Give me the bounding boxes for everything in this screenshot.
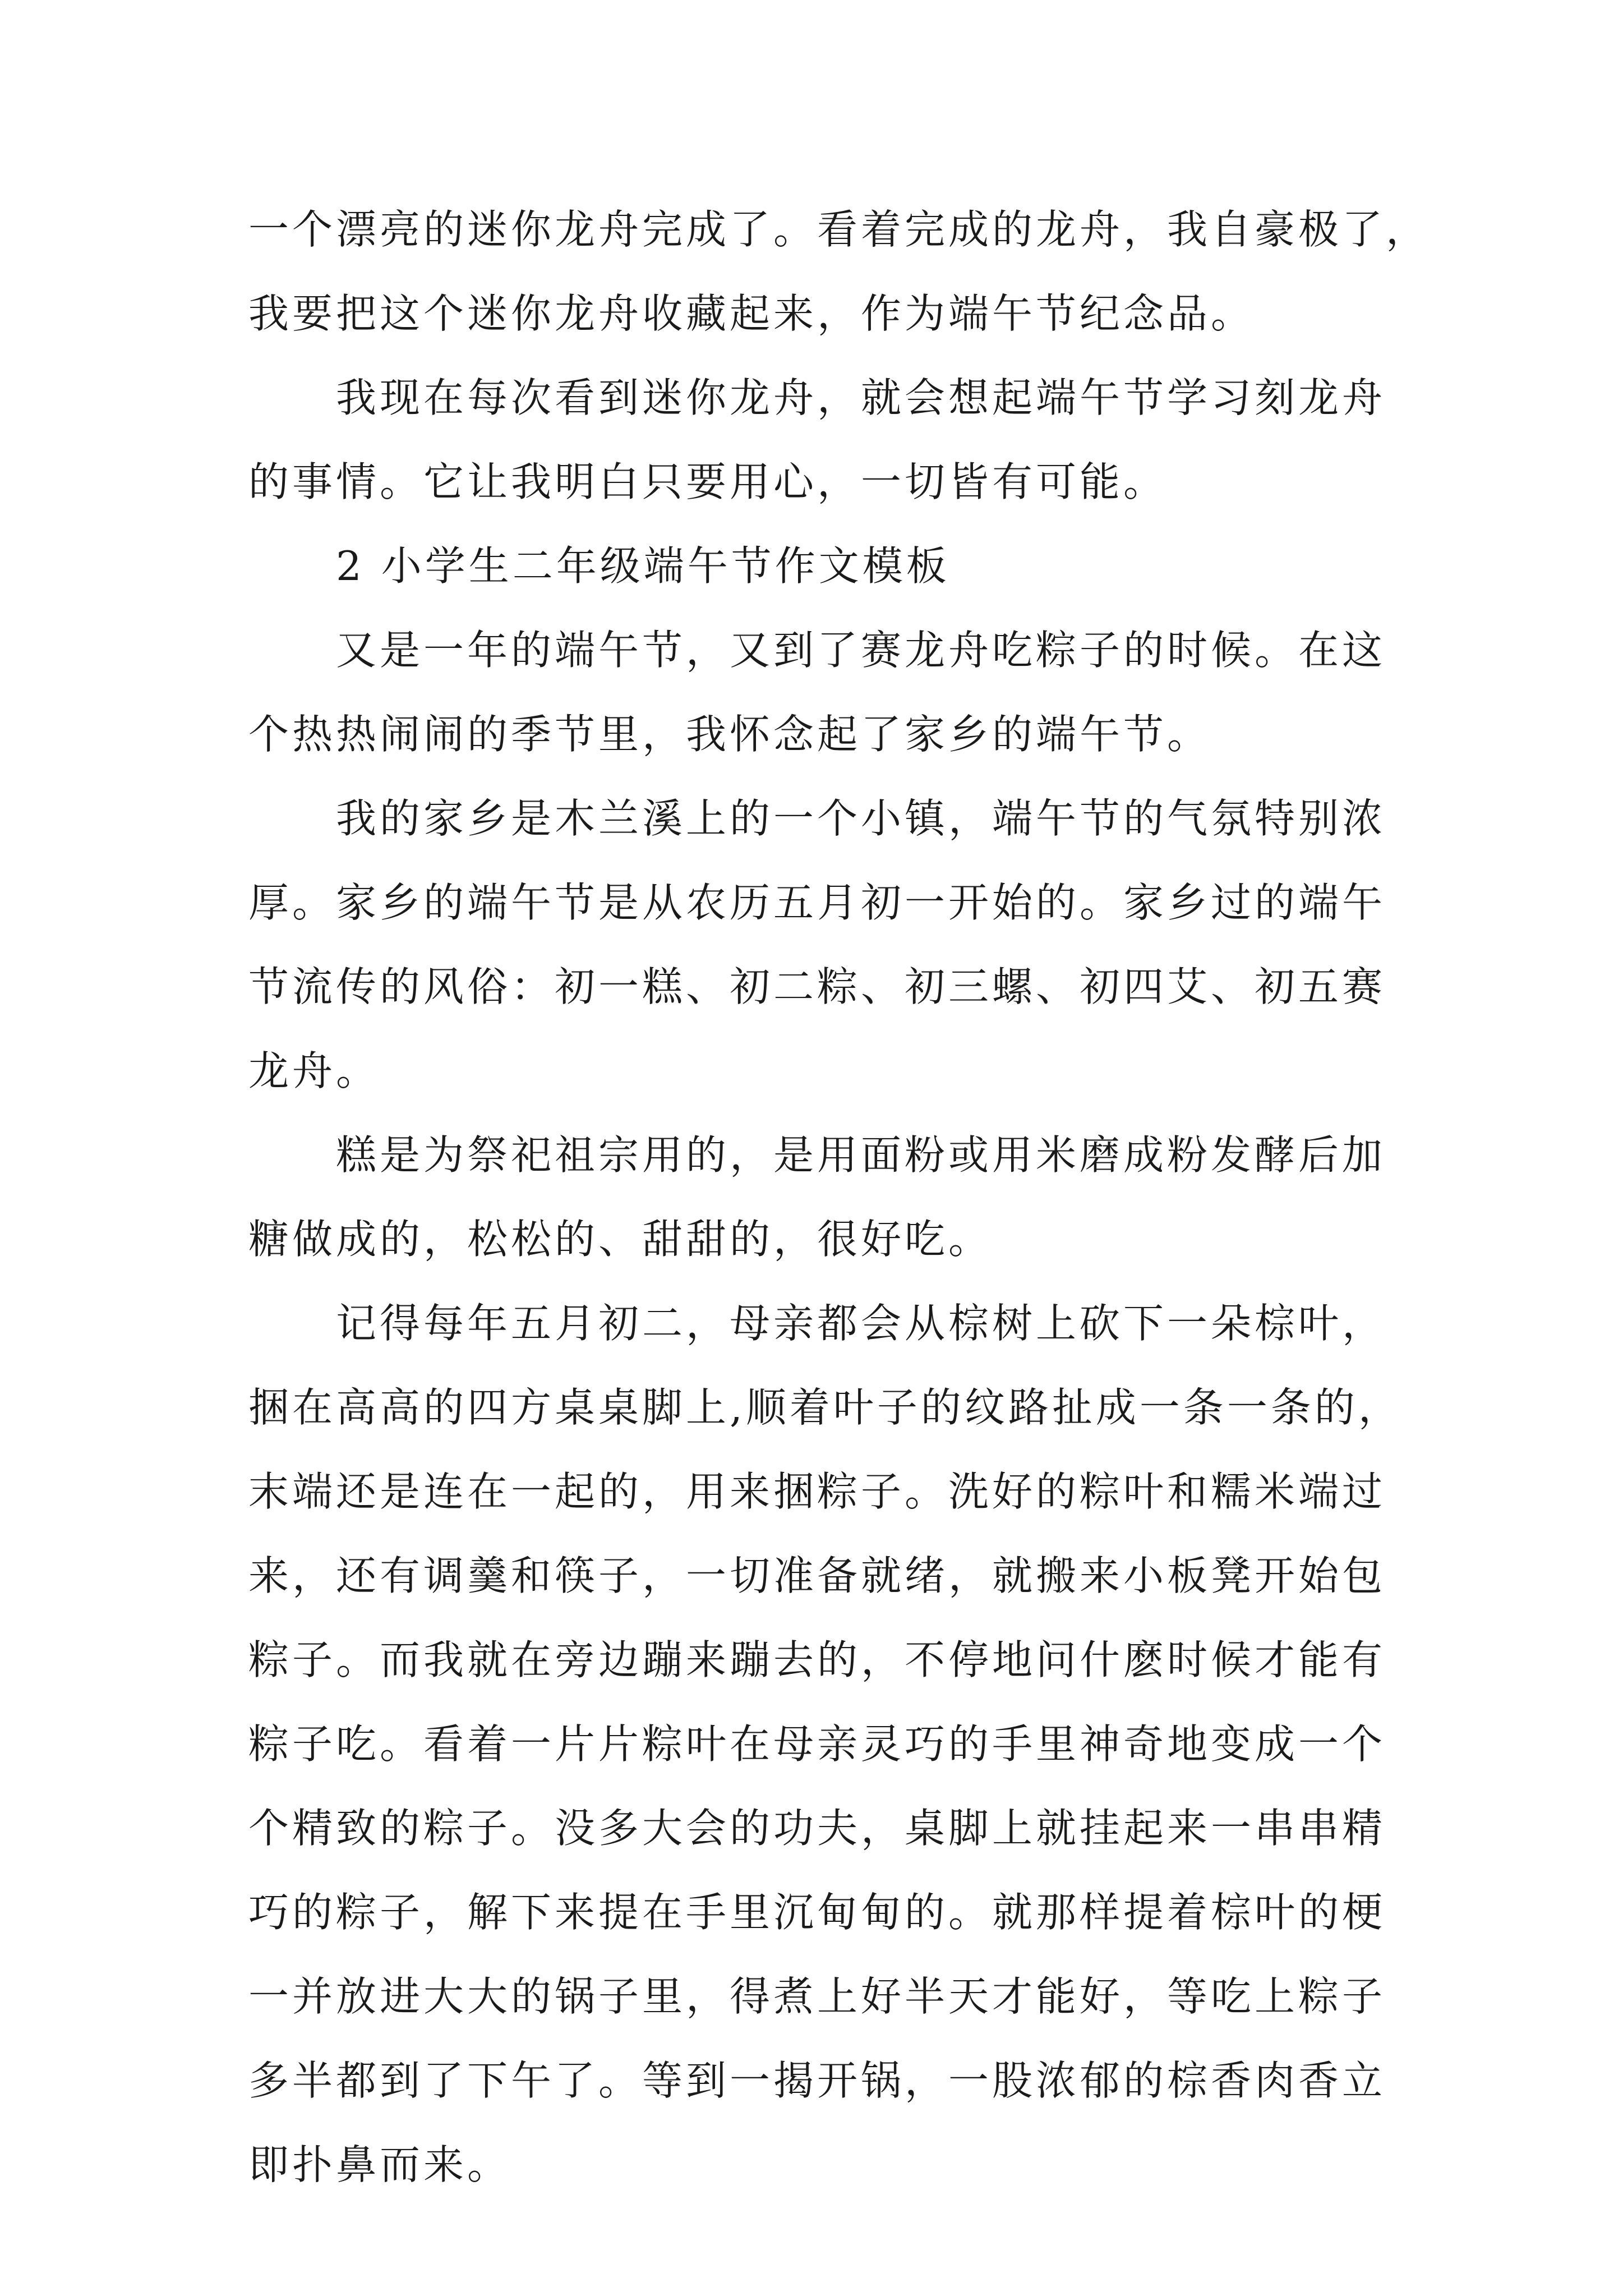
section-heading: 2 小学生二年级端午节作文模板 — [336, 542, 950, 590]
text-line: 即扑鼻而来。 — [248, 2141, 511, 2188]
text-line: 一并放进大大的锅子里，得煮上好半天才能好，等吃上粽子 — [248, 1973, 1386, 2020]
text-line: 我要把这个迷你龙舟收藏起来，作为端午节纪念品。 — [248, 290, 1255, 337]
text-line: 多半都到了下午了。等到一揭开锅，一股浓郁的棕香肉香立 — [248, 2057, 1386, 2104]
text-line: 个精致的粽子。没多大会的功夫，桌脚上就挂起来一串串精 — [248, 1805, 1386, 1852]
text-line: 的事情。它让我明白只要用心，一切皆有可能。 — [248, 458, 1168, 505]
text-line: 粽子。而我就在旁边蹦来蹦去的，不停地问什麽时候才能有 — [248, 1636, 1386, 1683]
text-line: 龙舟。 — [248, 1047, 380, 1094]
text-line: 又是一年的端午节，又到了赛龙舟吃粽子的时候。在这 — [336, 627, 1386, 674]
text-line: 粽子吃。看着一片片粽叶在母亲灵巧的手里神奇地变成一个 — [248, 1720, 1386, 1768]
text-line: 糖做成的，松松的、甜甜的，很好吃。 — [248, 1216, 993, 1263]
text-line: 节流传的风俗：初一糕、初二粽、初三螺、初四艾、初五赛 — [248, 963, 1386, 1010]
text-line: 我的家乡是木兰溪上的一个小镇，端午节的气氛特别浓 — [336, 795, 1386, 842]
text-line: 我现在每次看到迷你龙舟，就会想起端午节学习刻龙舟 — [336, 374, 1386, 421]
text-line: 来，还有调羹和筷子，一切准备就绪，就搬来小板凳开始包 — [248, 1552, 1386, 1599]
text-line: 巧的粽子，解下来提在手里沉甸甸的。就那样提着棕叶的梗 — [248, 1889, 1386, 1936]
text-line: 记得每年五月初二，母亲都会从棕树上砍下一朵棕叶， — [336, 1300, 1386, 1347]
text-line: 一个漂亮的迷你龙舟完成了。看着完成的龙舟，我自豪极了， — [248, 206, 1430, 253]
document-body — [248, 187, 1430, 2207]
text-line: 个热热闹闹的季节里，我怀念起了家乡的端午节。 — [248, 711, 1211, 758]
text-line: 糕是为祭祀祖宗用的，是用面粉或用米磨成粉发酵后加 — [336, 1131, 1386, 1179]
text-line: 末端还是连在一起的，用来捆粽子。洗好的粽叶和糯米端过 — [248, 1468, 1386, 1515]
text-line: 厚。家乡的端午节是从农历五月初一开始的。家乡过的端午 — [248, 879, 1386, 926]
text-line: 捆在高高的四方桌桌脚上,顺着叶子的纹路扯成一条一条的， — [248, 1384, 1402, 1431]
